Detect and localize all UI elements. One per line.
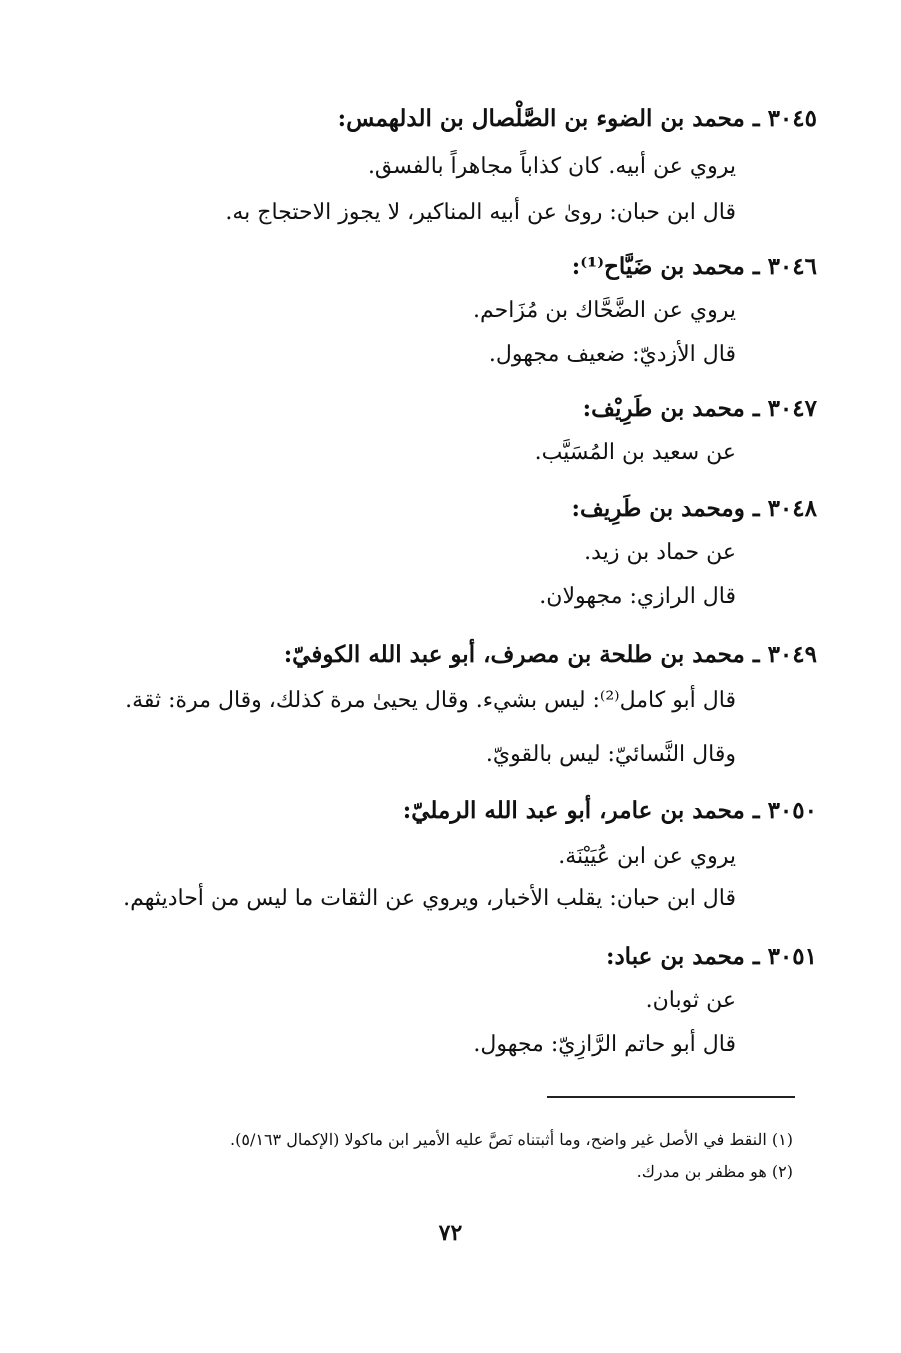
entry-heading-3051: ٣٠٥١ ـ محمد بن عباد: xyxy=(605,943,817,970)
entry-text: عن ثوبان. xyxy=(645,988,736,1013)
entry-text: يروي عن ابن عُيَيْنَة. xyxy=(558,844,736,869)
entry-text: وقال النَّسائيّ: ليس بالقويّ. xyxy=(485,742,736,767)
entry-text: قال ابن حبان: روىٰ عن أبيه المناكير، لا يجوز الاحتجاج به. xyxy=(225,200,736,225)
entry-heading-3050: ٣٠٥٠ ـ محمد بن عامر، أبو عبد الله الرمليّ: xyxy=(402,797,817,824)
page-number: ٧٢ xyxy=(438,1220,463,1246)
entry-heading-3045: ٣٠٤٥ ـ محمد بن الضوء بن الصَّلْصال بن الدلهمس: xyxy=(337,105,817,132)
entry-heading-3046: ٣٠٤٦ ـ محمد بن ضَيَّاح⁽¹⁾: xyxy=(571,253,817,280)
entry-heading-3049: ٣٠٤٩ ـ محمد بن طلحة بن مصرف، أبو عبد الله الكوفيّ: xyxy=(283,641,817,668)
entry-text: عن سعيد بن المُسَيَّب. xyxy=(534,440,736,465)
entry-text: قال أبو حاتم الرَّازِيّ: مجهول. xyxy=(473,1032,736,1057)
entry-text: قال أبو كامل⁽²⁾: ليس بشيء. وقال يحيىٰ مرة كذلك، وقال مرة: ثقة. xyxy=(125,688,736,713)
entry-text: قال ابن حبان: يقلب الأخبار، ويروي عن الثقات ما ليس من أحاديثهم. xyxy=(123,886,736,911)
entry-text: قال الأزديّ: ضعيف مجهول. xyxy=(488,342,736,367)
footnote-divider xyxy=(547,1096,795,1098)
footnote-1: (١) النقط في الأصل غير واضح، وما أثبتناه نَصَّ عليه الأمير ابن ماكولا (الإكمال ٥/١٦٣). xyxy=(230,1130,793,1149)
footnote-2: (٢) هو مظفر بن مدرك. xyxy=(636,1162,793,1181)
entry-text: يروي عن الضَّحَّاك بن مُزَاحم. xyxy=(472,298,736,323)
entry-text: قال الرازي: مجهولان. xyxy=(539,584,736,609)
entry-text: يروي عن أبيه. كان كذاباً مجاهراً بالفسق. xyxy=(367,154,736,179)
entry-heading-3047: ٣٠٤٧ ـ محمد بن طَرِيْف: xyxy=(582,395,817,422)
entry-text: عن حماد بن زيد. xyxy=(584,540,736,565)
entry-heading-3048: ٣٠٤٨ ـ ومحمد بن طَرِيف: xyxy=(571,495,817,522)
